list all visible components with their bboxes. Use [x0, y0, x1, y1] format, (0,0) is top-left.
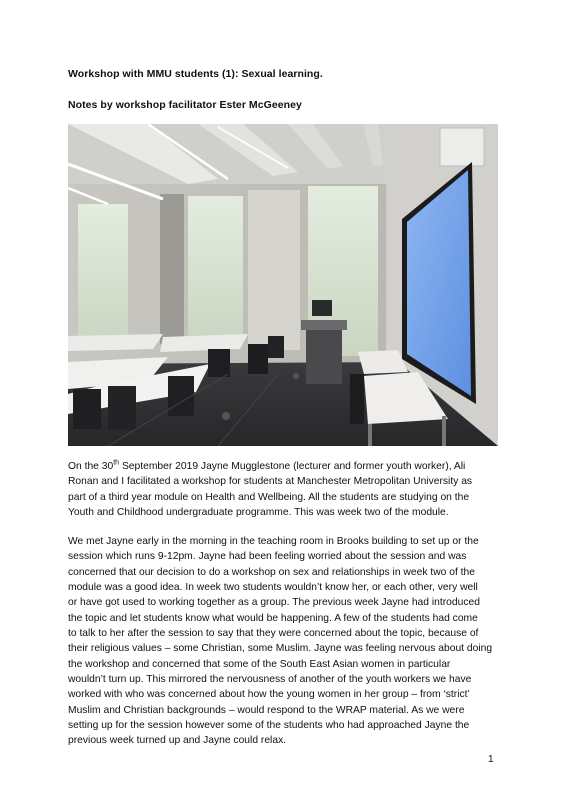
classroom-photo — [68, 124, 498, 446]
paragraph-intro — [68, 459, 518, 520]
paragraph-intro-rest: September 2019 Jayne Mugglestone (lecturer and former youth worker), Ali Ronan and I facilitated a workshop for students at Manchester Metropolitan University as part of a third year module on Health and Wellbeing. All the students are studying on the Youth and Childhood undergraduate programme. This was week two of the module. — [68, 461, 473, 519]
document-title: Workshop with MMU students (1): Sexual learning. — [68, 68, 323, 80]
paragraph-intro-lead: On the 30 — [68, 461, 114, 472]
author-note: Notes by workshop facilitator Ester McGeeney — [68, 99, 302, 111]
paragraph-setup: We met Jayne early in the morning in the teaching room in Brooks building to set up or the session which runs 9-12pm. Jayne had been feeling worried about the session and was concerned that our decision to do a workshop on sex and relationships in week two of the module was a good idea. In week two students wouldn’t know her, or each other, very well or have got used to working together as a group. The previous week Jayne had introduced the topic and let students know what would be happening. A few of the students had come to talk to her after the session to say that they were concerned about the topic, because of their religious values – some Christian, some Muslim. Jayne was feeling nervous about doing the workshop and concerned that some of the South East Asian women in particular wouldn’t turn up. This mirrored the nervousness of another of the youth workers we have worked with who was concerned about how the young women in her group – from ‘strict’ Muslim and Christian backgrounds – would respond to the WRAP material. As we were setting up for the session however some of the students who had approached Jayne the previous week turned up and Jayne could relax. — [68, 536, 493, 747]
page-number: 1 — [488, 754, 494, 765]
ordinal-suffix: th — [113, 459, 120, 467]
